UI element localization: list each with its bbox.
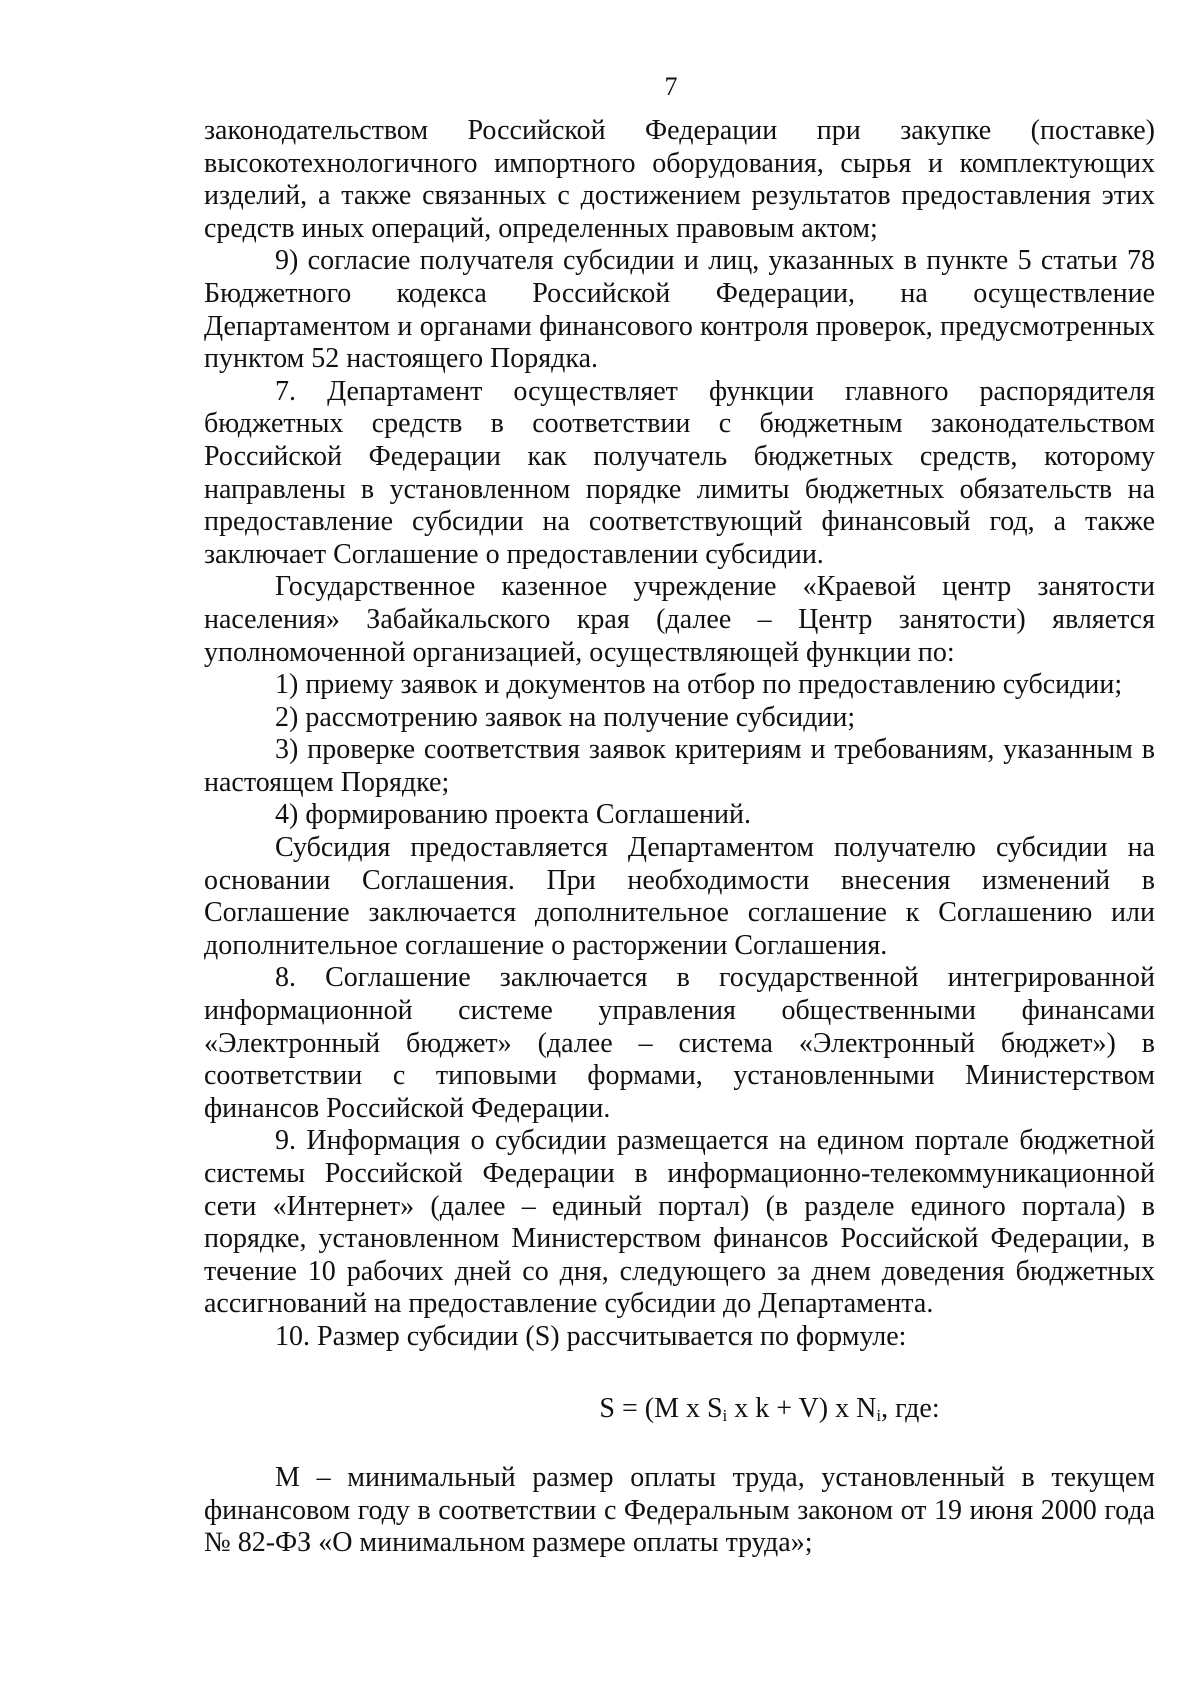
page-number: 7	[664, 72, 678, 101]
list-item-3: 3) проверке соответствия заявок критериям и требованиям, указанным в настоящем Порядке;	[204, 734, 1155, 798]
formula-part-1: S = (M x S	[599, 1392, 723, 1424]
paragraph-subsidy-provision: Субсидия предоставляется Департаментом получателю субсидии на основании Соглашения. При необходимости внесения изменений в Соглашение заключается дополнительное соглашение к Соглашению или дополнительное соглашение о расторжении Соглашения.	[204, 832, 1155, 961]
formula-subscript-2: i	[876, 1405, 882, 1425]
paragraph-section-9: 9. Информация о субсидии размещается на едином портале бюджетной системы Российской Федерации в информационно-телекоммуникационной сети «Интернет» (далее – единый портал) (в разделе единого портала) в порядке, установленном Министерством финансов Российской Федерации, в течение 10 рабочих дней со дня, следующего за днем доведения бюджетных ассигнований на предоставление субсидии до Департамента.	[204, 1125, 1155, 1320]
paragraph-section-7: 7. Департамент осуществляет функции главного распорядителя бюджетных средств в соответствии с бюджетным законодательством Российской Федерации как получатель бюджетных средств, которому направлены в установленном порядке лимиты бюджетных обязательств на предоставление субсидии на соответствующий финансовый год, а также заключает Соглашение о предоставлении субсидии.	[204, 375, 1155, 570]
subsidy-formula	[204, 1393, 1155, 1426]
list-item-2: 2) рассмотрению заявок на получение субсидии;	[275, 701, 856, 733]
paragraph-continuation: законодательством Российской Федерации при закупке (поставке) высокотехнологичного импортного оборудования, сырья и комплектующих изделий, а также связанных с достижением результатов предоставления этих средств иных операций, определенных правовым актом;	[204, 115, 1155, 244]
list-item-1: 1) приему заявок и документов на отбор по предоставлению субсидии;	[275, 669, 1123, 701]
formula-subscript-1: i	[722, 1405, 728, 1425]
paragraph-section-8: 8. Соглашение заключается в государственной интегрированной информационной системе управления общественными финансами «Электронный бюджет» (далее – система «Электронный бюджет») в соответствии с типовыми формами, установленными Министерством финансов Российской Федерации.	[204, 962, 1155, 1124]
formula-definition-m: M – минимальный размер оплаты труда, установленный в текущем финансовом году в соответствии с Федеральным законом от 19 июня 2000 года № 82-ФЗ «О минимальном размере оплаты труда»;	[204, 1462, 1155, 1559]
list-item-4: 4) формированию проекта Соглашений.	[275, 799, 751, 831]
paragraph-item-9: 9) согласие получателя субсидии и лиц, указанных в пункте 5 статьи 78 Бюджетного кодекса Российской Федерации, на осуществление Департаментом и органами финансового контроля проверок, предусмотренных пунктом 52 настоящего Порядка.	[204, 245, 1155, 375]
formula-part-3: , где:	[881, 1392, 940, 1424]
paragraph-section-10: 10. Размер субсидии (S) рассчитывается по формуле:	[275, 1320, 907, 1352]
document-body	[204, 115, 1155, 1560]
formula-part-2: x k + V) x N	[727, 1392, 877, 1424]
paragraph-employment-center: Государственное казенное учреждение «Краевой центр занятости населения» Забайкальского края (далее – Центр занятости) является уполномоченной организацией, осуществляющей функции по:	[204, 571, 1155, 668]
